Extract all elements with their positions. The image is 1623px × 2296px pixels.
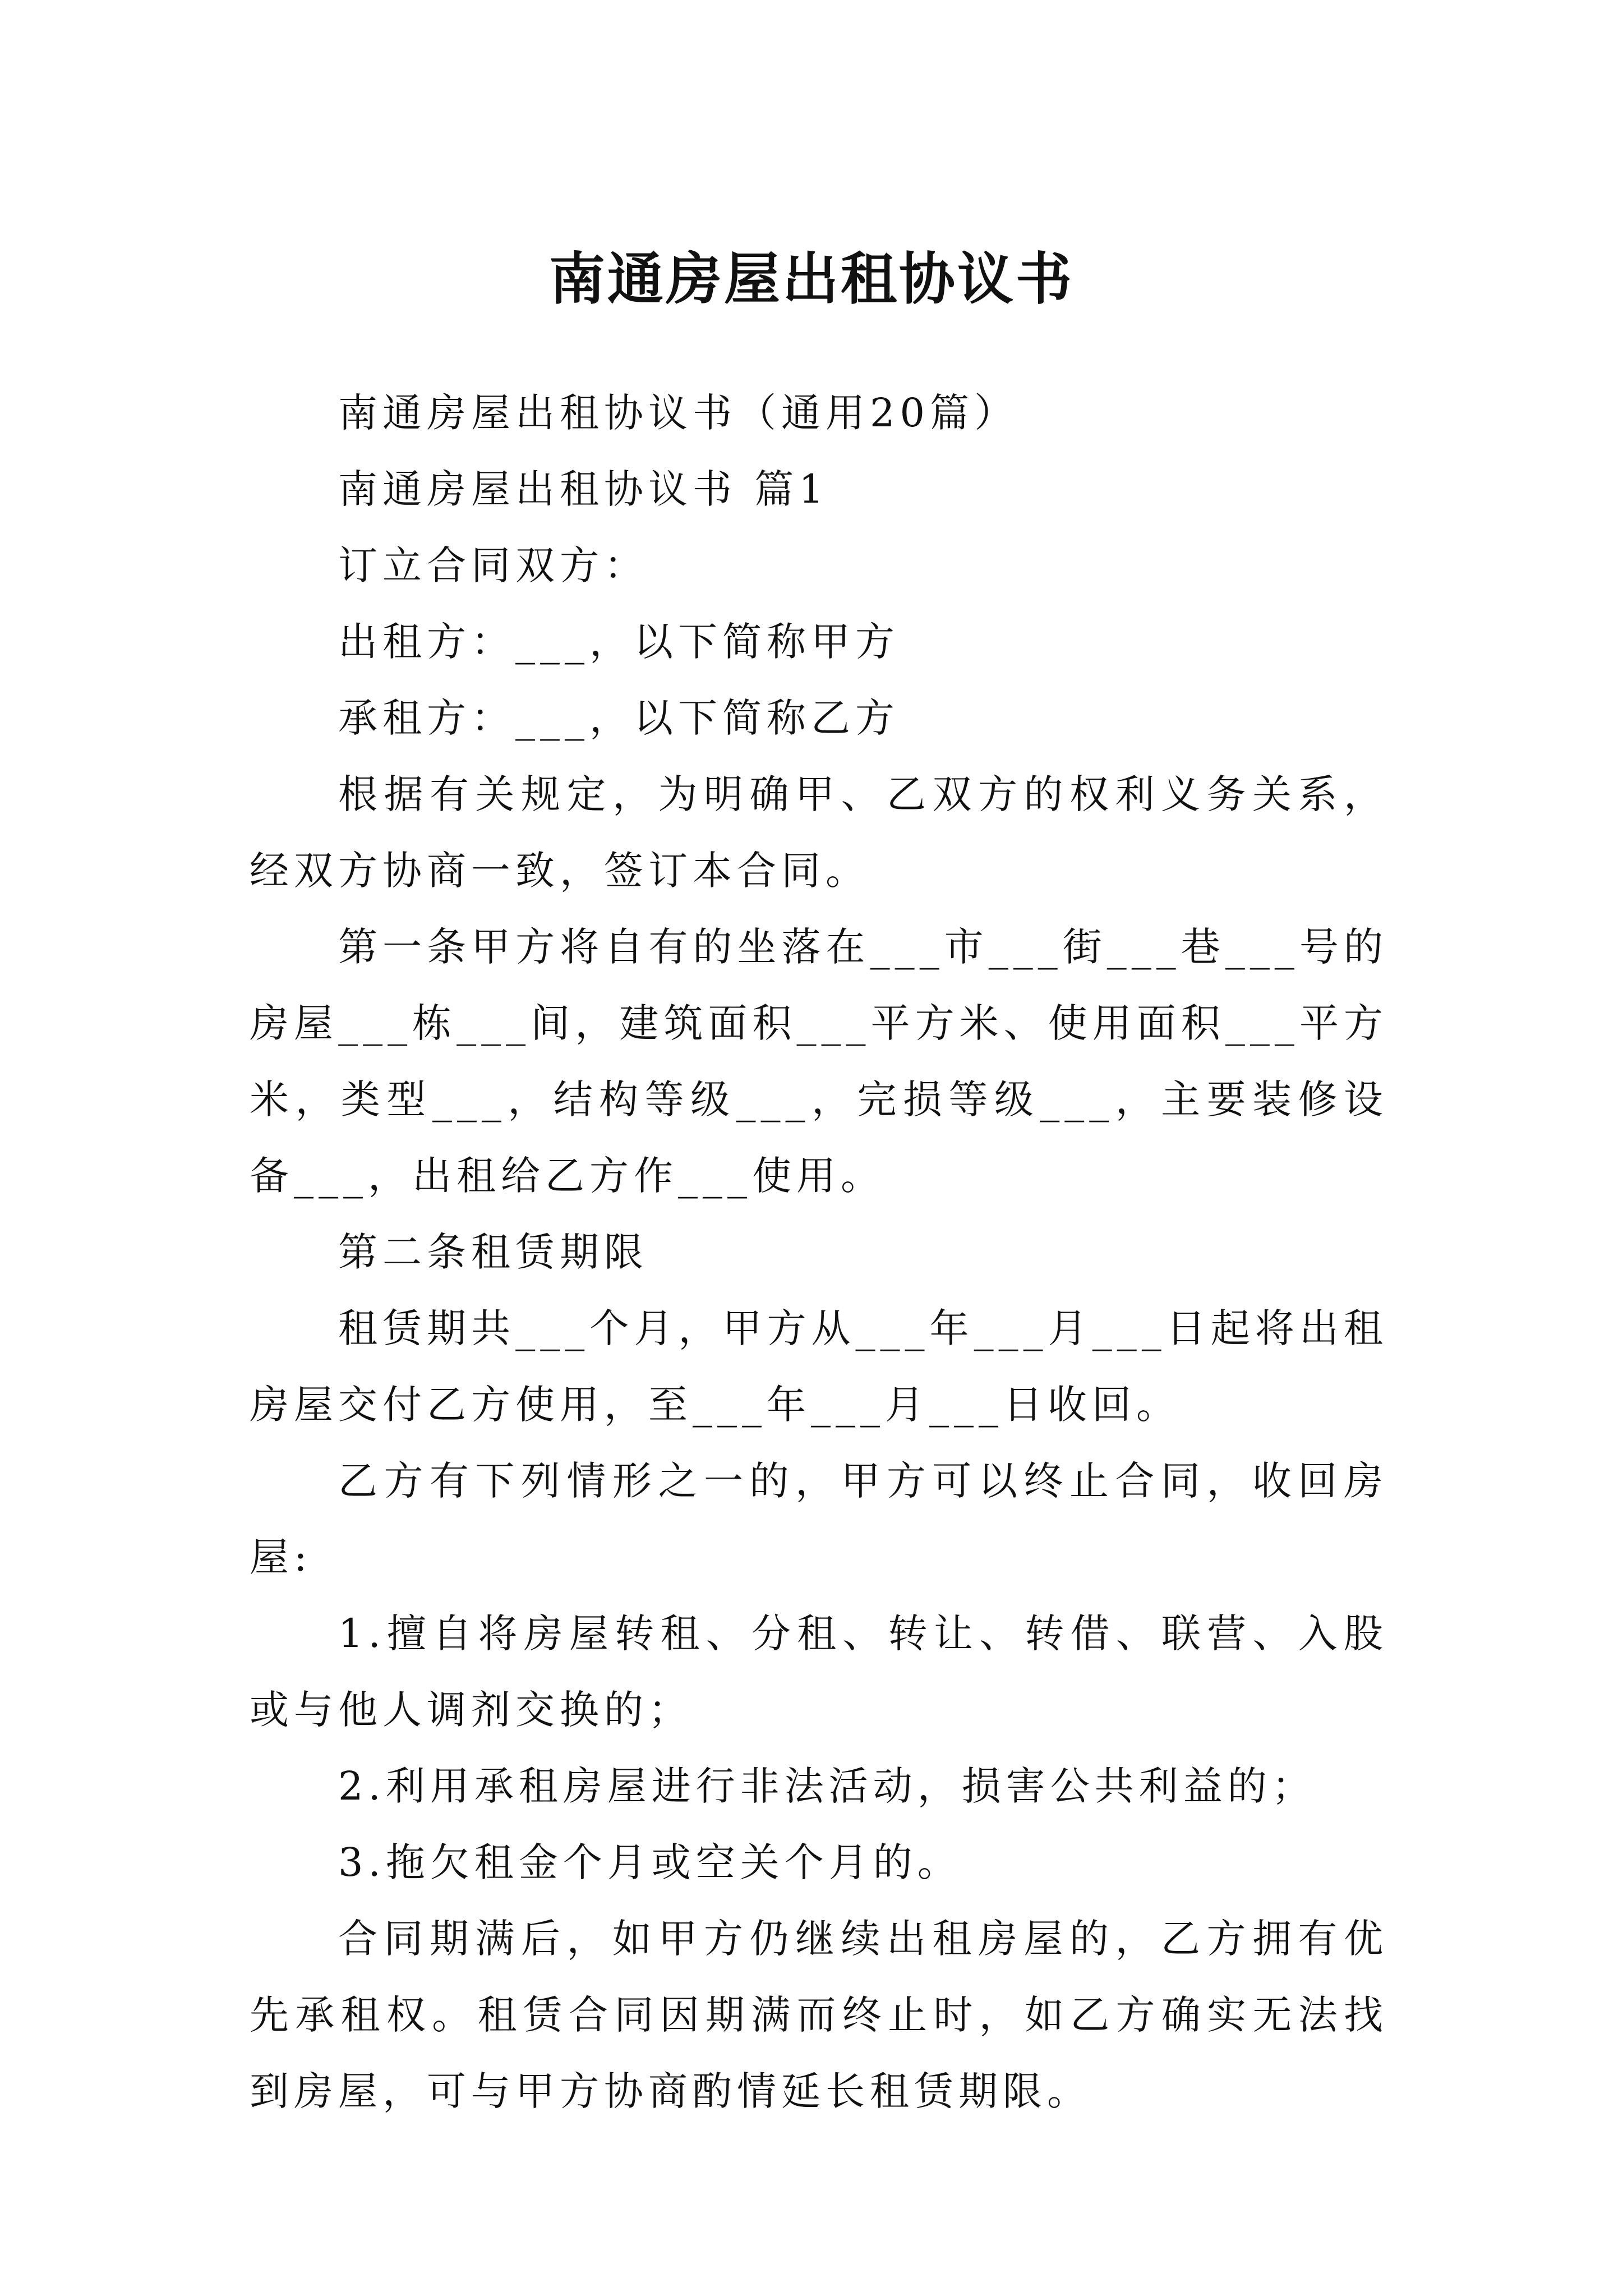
termination-intro: 乙方有下列情形之一的，甲方可以终止合同，收回房屋: [250,1458,1388,1580]
document-body [250,375,1388,2129]
lessee-line: 承租方：___，以下简称乙方 [338,695,900,741]
list-item: 1.擅自将房屋转租、分租、转让、转借、联营、入股或与他人调剂交换的； [250,1611,1388,1733]
subtitle-paragraph: 南通房屋出租协议书（通用20篇） [338,390,1019,436]
parties-heading: 订立合同双方： [338,542,648,588]
article-1-paragraph: 第一条甲方将自有的坐落在___市___街___巷___号的房屋___栋___间，建筑面积___平方米、使用面积___平方米，类型___，结构等级___，完损等级___，主要装修设备___，出租给乙方作___使用。 [250,924,1388,1199]
lessor-line: 出租方：___，以下简称甲方 [338,619,900,665]
list-item: 2.利用承租房屋进行非法活动，损害公共利益的； [338,1763,1316,1809]
preamble-paragraph: 根据有关规定，为明确甲、乙双方的权利义务关系，经双方协商一致，签订本合同。 [250,771,1388,894]
renewal-paragraph: 合同期满后，如甲方仍继续出租房屋的，乙方拥有优先承租权。租赁合同因期满而终止时，如乙方确实无法找到房屋，可与甲方协商酌情延长租赁期限。 [250,1916,1388,2114]
document-title: 南通房屋出租协议书 [549,246,1074,312]
article-2-heading: 第二条租赁期限 [338,1229,648,1275]
list-item: 3.拖欠租金个月或空关个月的。 [338,1839,962,1885]
section-heading: 南通房屋出租协议书 篇1 [338,466,829,512]
lease-term-paragraph: 租赁期共___个月，甲方从___年___月___日起将出租房屋交付乙方使用，至___年___月___日收回。 [250,1305,1388,1428]
